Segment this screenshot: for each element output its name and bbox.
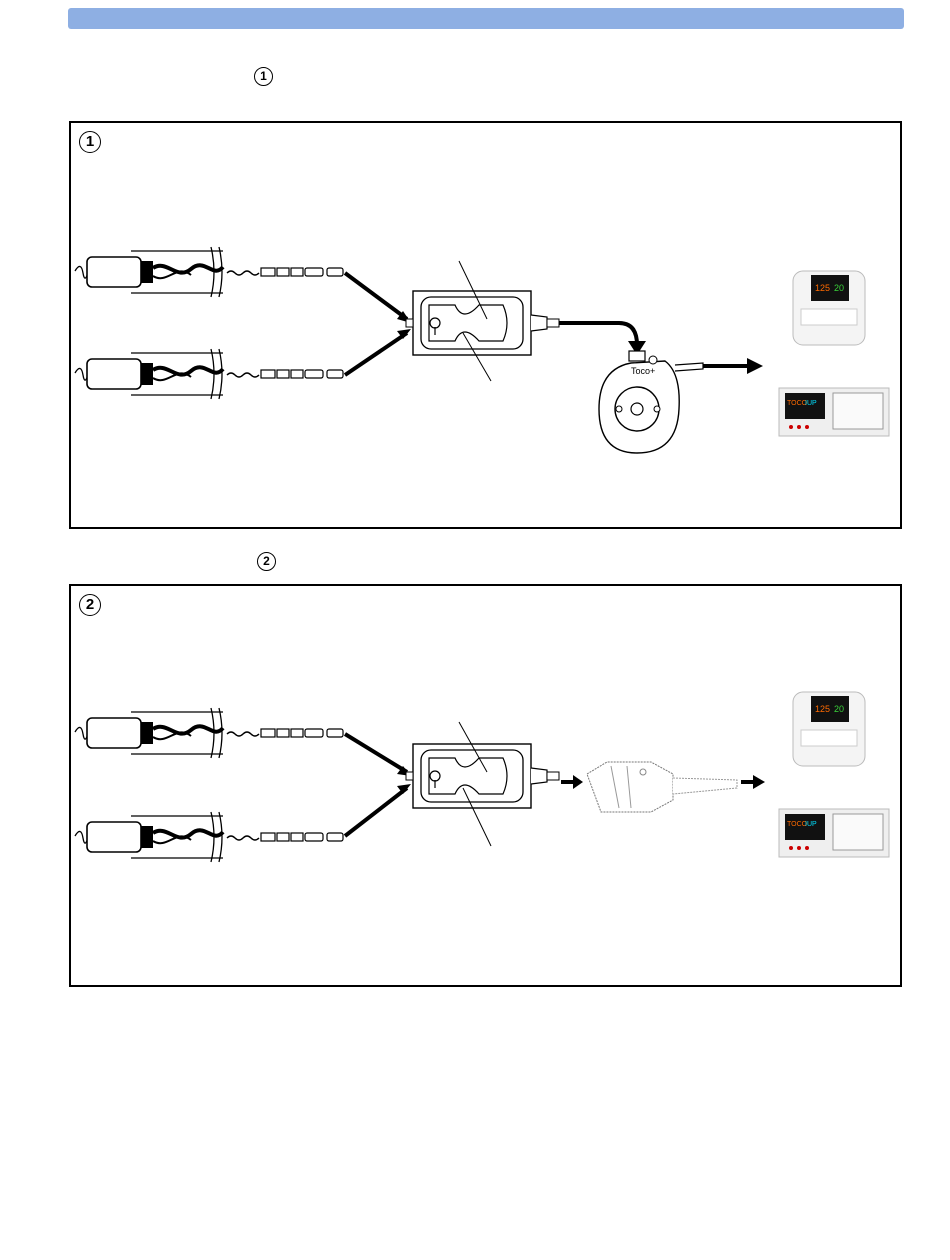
toco-transducer xyxy=(599,351,703,453)
electrode-cable-2 xyxy=(75,349,343,399)
svg-text:20: 20 xyxy=(834,704,845,714)
electrode-cable-2 xyxy=(75,812,343,862)
electrode-cable-1 xyxy=(75,247,343,297)
figure-2-diagram xyxy=(71,586,904,989)
adapter-cable xyxy=(406,744,559,808)
step-1-marker: 1 xyxy=(254,67,273,86)
fetal-monitors xyxy=(779,271,889,436)
svg-text:IUP: IUP xyxy=(805,821,817,828)
figure-1-panel xyxy=(69,121,902,529)
step-2-marker: 2 xyxy=(257,552,276,571)
fetal-monitors xyxy=(779,692,889,857)
toco-label: Toco+ xyxy=(631,366,656,376)
figure-1-badge: 1 xyxy=(79,131,101,153)
svg-text:125: 125 xyxy=(815,704,831,714)
section-header-bar xyxy=(68,8,904,29)
figure-1-diagram xyxy=(71,123,904,531)
figure-2-badge: 2 xyxy=(79,594,101,616)
patient-module-cable xyxy=(587,762,737,812)
adapter-cable xyxy=(406,291,559,355)
electrode-cable-1 xyxy=(75,708,343,758)
svg-text:TOCO: TOCO xyxy=(787,821,808,828)
figure-2-panel xyxy=(69,584,902,987)
